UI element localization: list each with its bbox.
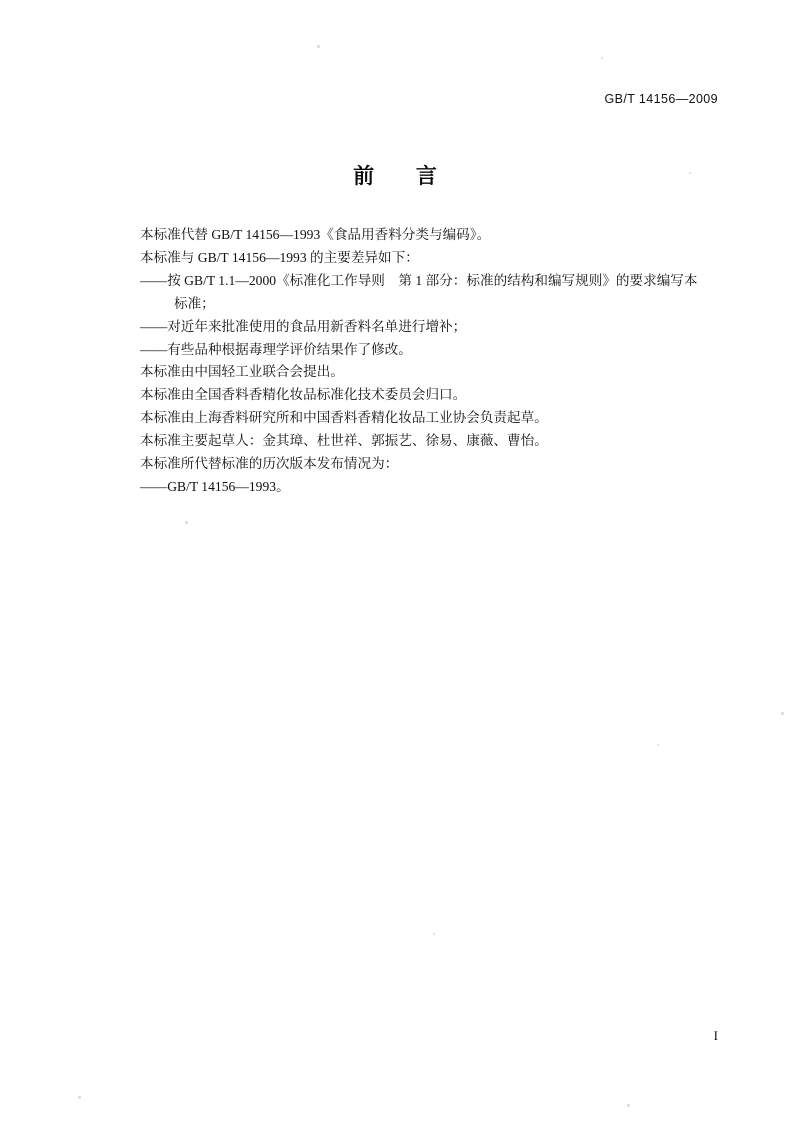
paragraph: 本标准由中国轻工业联合会提出。: [140, 364, 344, 380]
scan-speck: [781, 712, 784, 715]
scan-speck: [601, 57, 603, 59]
paragraph: 本标准所代替标准的历次版本发布情况为：: [140, 456, 399, 472]
paragraph: 本标准主要起草人：金其璋、杜世祥、郭振艺、徐易、康薇、曹怡。: [140, 433, 548, 449]
paragraph: ——GB/T 14156—1993。: [140, 478, 290, 494]
standard-code-header: GB/T 14156—2009: [604, 92, 718, 106]
paragraph: ——有些品种根据毒理学评价结果作了修改。: [140, 341, 412, 357]
scan-speck: [657, 744, 659, 746]
scan-speck: [433, 933, 435, 935]
paragraph: ——按 GB/T 1.1—2000《标准化工作导则 第 1 部分：标准的结构和编写规则》的要求编写本: [140, 272, 698, 288]
paragraph: 标准；: [174, 295, 215, 311]
paragraph: 本标准代替 GB/T 14156—1993《食品用香料分类与编码》。: [140, 227, 491, 242]
scan-speck: [78, 1096, 81, 1099]
foreword-body: [140, 224, 730, 499]
scan-speck: [627, 1104, 630, 1107]
paragraph: 本标准由上海香料研究所和中国香料香精化妆品工业协会负责起草。: [140, 410, 548, 426]
paragraph: 本标准由全国香料香精化妆品标准化技术委员会归口。: [140, 387, 467, 403]
paragraph: ——对近年来批准使用的食品用新香料名单进行增补；: [140, 318, 467, 334]
page-number: I: [713, 1028, 718, 1043]
scan-speck: [317, 45, 320, 48]
scan-speck: [185, 521, 188, 524]
page-title: 前 言: [353, 165, 455, 188]
paragraph: 本标准与 GB/T 14156—1993 的主要差异如下：: [140, 249, 419, 265]
